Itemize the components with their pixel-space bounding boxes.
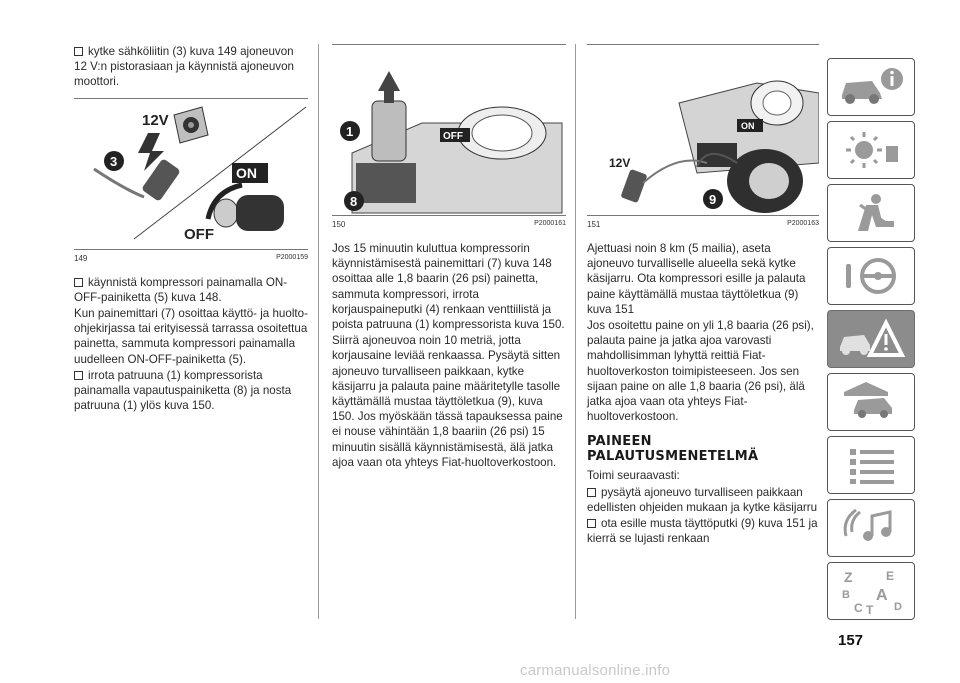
tab-technical-data[interactable] [827, 436, 915, 494]
paragraph: Toimi seuraavasti: [587, 469, 680, 483]
index-letter: T [866, 603, 874, 616]
figure-149-illustration [74, 99, 308, 249]
paragraph: Siirrä ajoneuvoa noin 10 metriä, jotta korjausaine leviää renkaassa. Pysäytä sitten ajoneuvo turvalliseen paikkaan, kytke käsijarru ja palauta paine määritetylle tasolle käyttämällä mustaa täyttöletkua (9), kuva 150. Jos myöskään tässä tapauksessa paine ei nouse vähintään 1,8 baariin (26 psi) 15 minuutin sisällä käynnistämisestä, älä jatka ajoa vaan ota yhteys Fiat-huoltoverkostoon. [332, 334, 563, 469]
airbag-seat-icon [836, 191, 906, 235]
index-letter: A [876, 587, 888, 604]
figure-code: P2000159 [276, 253, 308, 261]
figure-caption [332, 220, 566, 229]
column-2 [332, 44, 566, 470]
checkbox-bullet-icon [74, 371, 83, 380]
callout-number: 9 [709, 192, 717, 207]
tab-maintenance[interactable] [827, 373, 915, 431]
chapter-sidebar [827, 58, 915, 625]
figure-code: P2000163 [787, 220, 819, 227]
index-letter: B [842, 589, 850, 601]
bullet-stop-vehicle: pysäytä ajoneuvo turvalliseen paikkaan edellisten ohjeiden mukaan ja kytke käsijarru [587, 485, 818, 514]
on-label: ON [741, 121, 755, 131]
steering-wheel-icon [836, 254, 906, 298]
figure-151-illustration [587, 63, 819, 215]
column-3 [587, 44, 819, 546]
service-car-icon [836, 380, 906, 424]
socket-icon [174, 107, 208, 143]
figure-149 [74, 98, 308, 250]
tab-dashboard-lights[interactable] [827, 121, 915, 179]
tab-driving[interactable] [827, 247, 915, 305]
figure-150 [332, 63, 566, 216]
index-letter: E [886, 569, 895, 583]
volt-label: 12V [142, 111, 169, 129]
callout-number: 3 [110, 153, 118, 169]
car-info-icon [836, 65, 906, 109]
figure-code: P2000161 [534, 220, 566, 227]
figure-151 [587, 63, 819, 216]
column-1 [74, 44, 308, 413]
figure-number: 149 [74, 253, 88, 263]
on-label: ON [236, 164, 257, 181]
volt-label: 12V [609, 156, 631, 170]
bullet-connect-plug: kytke sähköliitin (3) kuva 149 ajoneuvon 12 V:n pistorasiaan ja käynnistä ajoneuvon moottori. [74, 45, 294, 89]
index-letter: C [854, 601, 863, 615]
paragraph: Ajettuasi noin 8 km (5 mailia), aseta ajoneuvo turvalliselle alueella sekä kytke käsijarru. Ota kompressori esille ja palauta paine käyttämällä mustaa täyttöletkua (9) kuva 151 [587, 242, 806, 316]
tab-car-info[interactable] [827, 58, 915, 116]
paragraph: Jos osoitettu paine on yli 1,8 baaria (26 psi), palauta paine ja jatka ajoa varovasti mahdollisimman lyhyttä reittiä Fiat-huoltoverkoston toimipisteeseen. Jos sen sijaan paine on alle 1,8 baaria (26 psi), älä jatka ajoa vaan ota yhteys Fiat-huoltoverkostoon. [587, 319, 814, 424]
figure-number: 150 [332, 220, 346, 229]
tab-index[interactable] [827, 562, 915, 620]
dashboard-light-icon [836, 128, 906, 172]
tab-emergency[interactable] [827, 310, 915, 368]
watermark: carmanualsonline.info [520, 662, 671, 679]
alphabet-index-icon [836, 566, 906, 616]
ignition-key-icon [214, 195, 284, 231]
figure-top-rule [587, 44, 819, 45]
section-heading: PAINEEN PALAUTUSMENETELMÄ [587, 434, 759, 465]
page-number: 157 [838, 632, 864, 649]
figure-top-rule [332, 44, 566, 45]
checkbox-bullet-icon [74, 47, 83, 56]
callout-number: 1 [346, 124, 354, 139]
sealant-cartridge-icon [372, 71, 406, 161]
figure-150-illustration [332, 63, 566, 215]
checkbox-bullet-icon [587, 519, 596, 528]
index-letter: Z [844, 569, 853, 585]
figure-caption [74, 254, 308, 263]
checklist-icon [836, 443, 906, 487]
column-separator [318, 44, 319, 619]
bullet-take-hose: ota esille musta täyttöputki (9) kuva 151 ja kierrä se lujasti renkaan [587, 517, 818, 546]
tab-multimedia[interactable] [827, 499, 915, 557]
callout-number: 8 [350, 194, 358, 209]
figure-number: 151 [587, 220, 601, 229]
off-label: OFF [443, 131, 463, 142]
checkbox-bullet-icon [74, 278, 83, 287]
paragraph: Kun painemittari (7) osoittaa käyttö- ja huolto-ohjekirjassa tai erityisessä tarrassa osoitettua painetta, sammuta kompressori painamalla uudelleen ON-OFF-painiketta (5). [74, 307, 308, 366]
bullet-remove-cartridge: irrota patruuna (1) kompressorista painamalla vapautuspainiketta (8) ja nosta patruuna (1) ylös kuva 150. [74, 368, 292, 413]
off-label: OFF [184, 225, 214, 243]
warning-triangle-car-icon [836, 317, 906, 361]
index-letter: D [894, 601, 902, 613]
paragraph: Jos 15 minuutin kuluttua kompressorin käynnistämisestä painemittari (7) kuva 148 osoittaa alle 1,8 baarin (26 psi) painetta, sammuta kompressori, irrota korjauspaineputki (4) renkaan venttiilistä ja poista patruuna (1) kompressorista kuva 150. [332, 242, 565, 332]
checkbox-bullet-icon [587, 488, 596, 497]
tab-safety[interactable] [827, 184, 915, 242]
music-phone-icon [836, 506, 906, 550]
figure-caption [587, 220, 819, 229]
bullet-start-compressor: käynnistä kompressori painamalla ON-OFF-painiketta (5) kuva 148. [74, 275, 288, 304]
plug-icon [620, 161, 707, 204]
column-separator [575, 44, 576, 619]
